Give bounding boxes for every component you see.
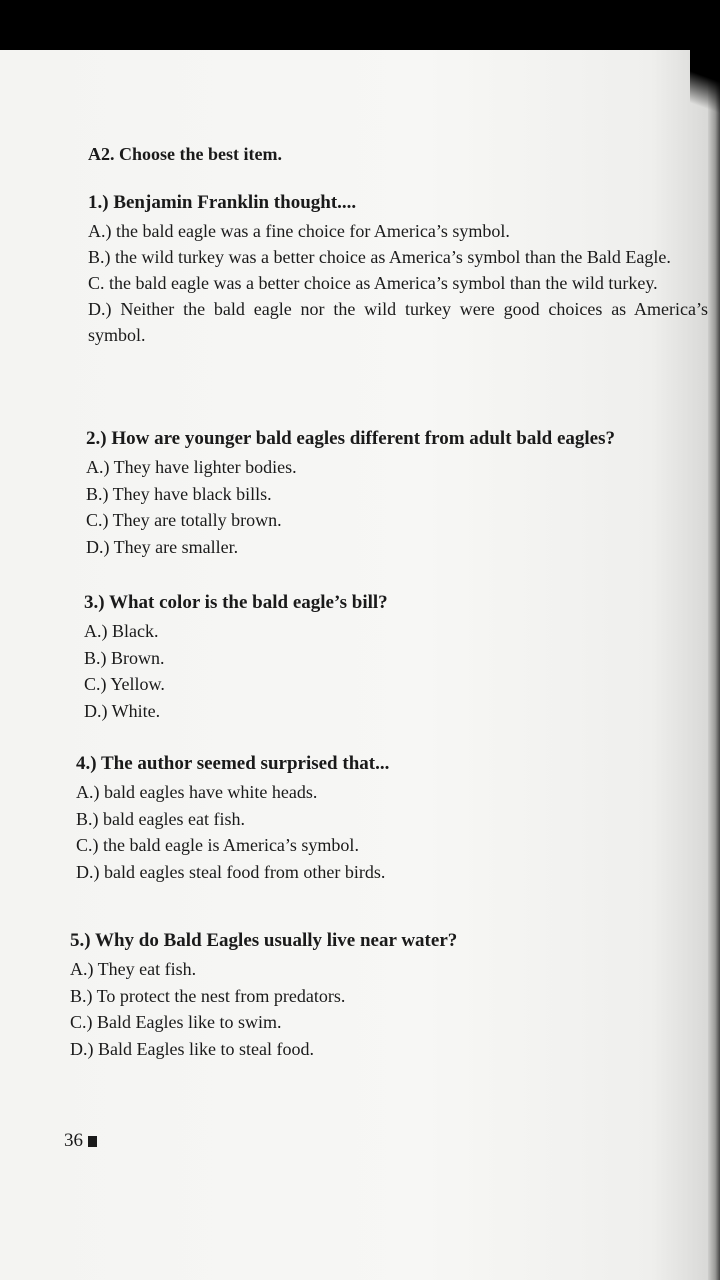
square-bullet-icon xyxy=(88,1136,97,1147)
question-2-title: 2.) How are younger bald eagles different from adult bald eagles? xyxy=(86,428,615,449)
question-4-options xyxy=(76,779,676,885)
question-5-option-c: C.) Bald Eagles like to swim. xyxy=(70,1012,282,1032)
question-3-option-d: D.) White. xyxy=(84,700,161,721)
question-2-option-b: B.) They have black bills. xyxy=(86,483,272,504)
question-4-title: 4.) The author seemed surprised that... xyxy=(76,753,390,774)
question-3-option-a: A.) Black. xyxy=(84,621,159,641)
question-3-options xyxy=(84,618,684,724)
page-edge-shadow xyxy=(708,50,720,1280)
question-4-option-a: A.) bald eagles have white heads. xyxy=(76,782,318,802)
question-5-option-a: A.) They eat fish. xyxy=(70,959,197,979)
question-3-option-c: C.) Yellow. xyxy=(84,674,165,694)
question-2-option-c: C.) They are totally brown. xyxy=(86,510,282,530)
question-2-option-a: A.) They have lighter bodies. xyxy=(86,457,297,477)
question-1-options xyxy=(88,218,708,348)
question-5 xyxy=(70,930,690,1062)
question-1-option-a: A.) the bald eagle was a fine choice for America’s symbol. xyxy=(88,221,510,241)
question-3 xyxy=(84,592,684,724)
question-1-option-b: B.) the wild turkey was a better choice as America’s symbol than the Bald Eagle. xyxy=(88,247,671,267)
question-2-options xyxy=(86,454,706,560)
question-5-option-d: D.) Bald Eagles like to steal food. xyxy=(70,1038,314,1059)
question-4-option-c: C.) the bald eagle is America’s symbol. xyxy=(76,835,359,855)
question-2-option-d: D.) They are smaller. xyxy=(86,536,239,557)
question-1-option-d: D.) Neither the bald eagle nor the wild turkey were good choices as America’s symbol. xyxy=(88,299,708,345)
worksheet-page xyxy=(0,50,708,1280)
question-2 xyxy=(86,428,706,560)
question-5-options xyxy=(70,956,690,1062)
page-corner-shadow xyxy=(690,50,720,130)
question-1-option-c: C. the bald eagle was a better choice as America’s symbol than the wild turkey. xyxy=(88,273,658,293)
question-4-option-b: B.) bald eagles eat fish. xyxy=(76,808,245,829)
page-number xyxy=(64,1130,97,1152)
question-5-title: 5.) Why do Bald Eagles usually live near water? xyxy=(70,930,458,951)
section-title: A2. Choose the best item. xyxy=(88,144,282,164)
question-5-option-b: B.) To protect the nest from predators. xyxy=(70,985,346,1006)
question-3-title: 3.) What color is the bald eagle’s bill? xyxy=(84,592,388,613)
question-4-option-d: D.) bald eagles steal food from other birds. xyxy=(76,861,386,882)
question-1 xyxy=(88,192,708,348)
dark-background xyxy=(0,0,720,50)
page-number-text: 36 xyxy=(64,1130,83,1151)
question-4 xyxy=(76,753,676,885)
question-1-title: 1.) Benjamin Franklin thought.... xyxy=(88,192,357,213)
question-3-option-b: B.) Brown. xyxy=(84,647,165,668)
